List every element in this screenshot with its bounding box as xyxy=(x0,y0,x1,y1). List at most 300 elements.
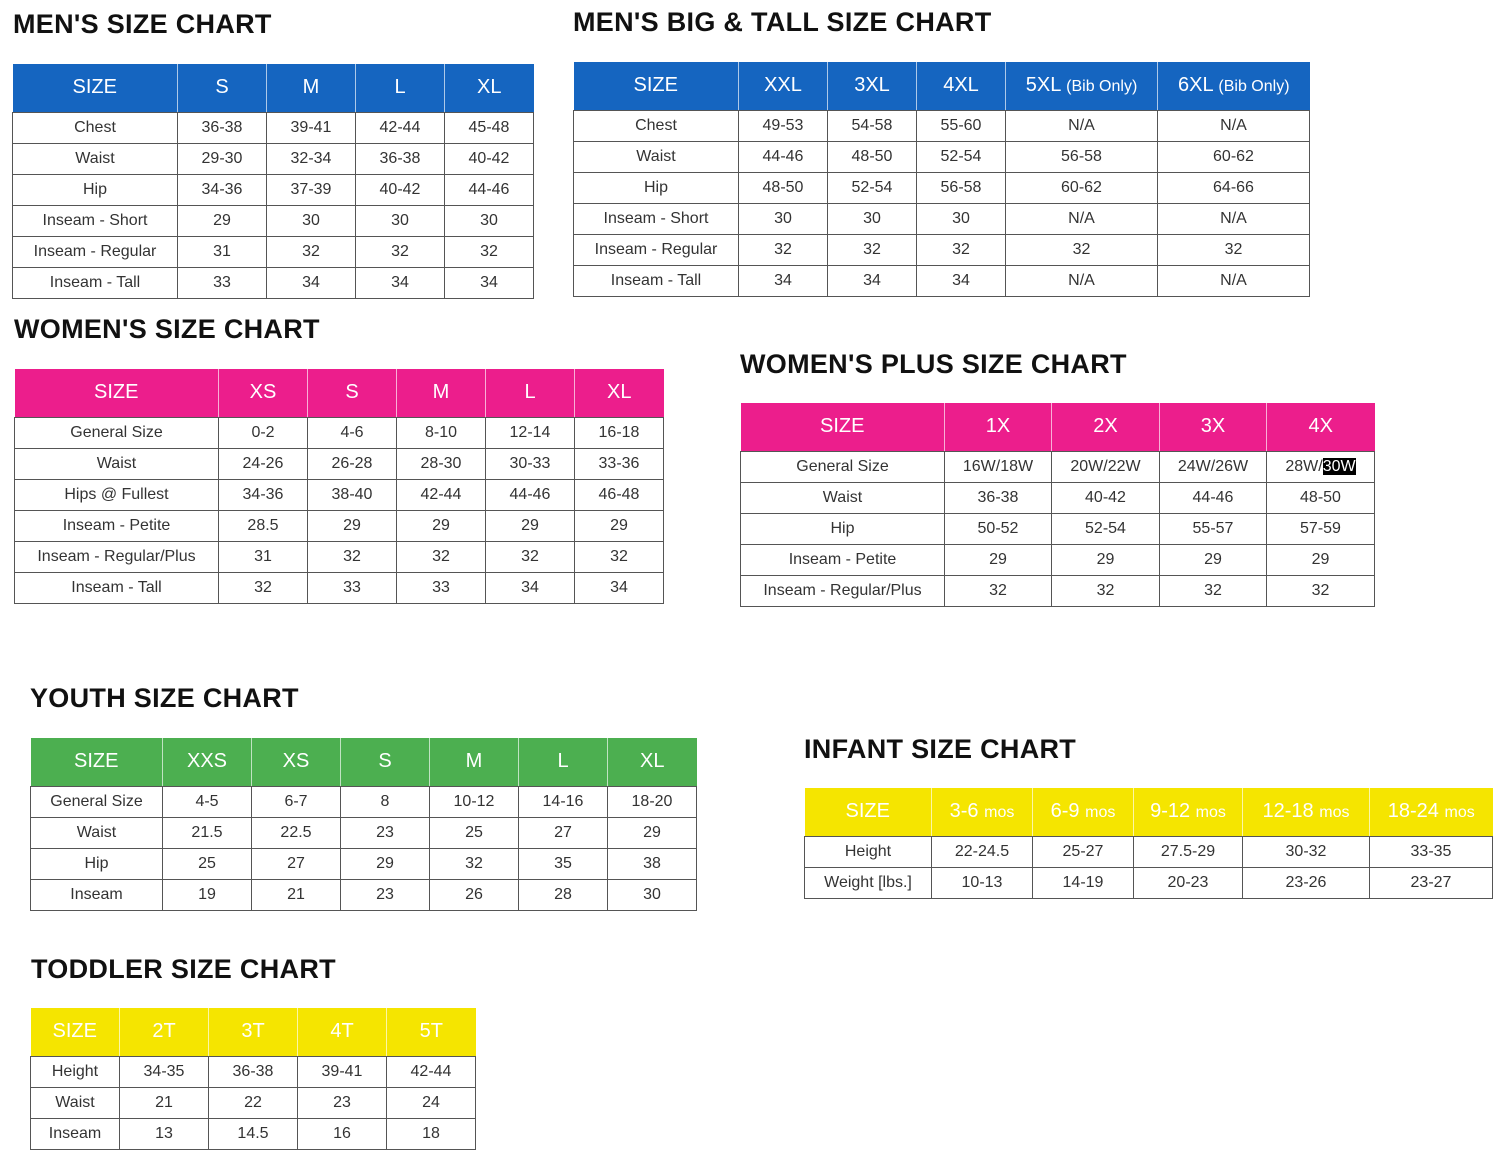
womens-plus-size-table xyxy=(740,403,1375,607)
table-cell: 42-44 xyxy=(397,479,486,510)
header-label: XL xyxy=(477,76,502,99)
table-cell: 48-50 xyxy=(739,172,828,203)
table-cell: 16 xyxy=(298,1118,387,1149)
table-cell: 25-27 xyxy=(1033,836,1134,867)
mens-size-xl xyxy=(445,64,534,112)
header-label: 4XL xyxy=(943,74,979,97)
table-row xyxy=(741,482,1375,513)
header-label: XL xyxy=(607,381,632,404)
table-cell: 24W/26W xyxy=(1160,451,1267,482)
header-label: M xyxy=(302,76,320,99)
row-label: Inseam - Regular xyxy=(13,236,178,267)
row-label: Inseam - Regular xyxy=(574,234,739,265)
table-cell: 34 xyxy=(356,267,445,298)
table-cell: 25 xyxy=(430,817,519,848)
header-label: XL xyxy=(640,750,665,773)
table-cell: 29 xyxy=(397,510,486,541)
table-row xyxy=(31,817,697,848)
table-cell: 21 xyxy=(252,879,341,910)
table-cell: 23 xyxy=(341,817,430,848)
table-cell: 23-26 xyxy=(1243,867,1370,898)
toddler-size-4t xyxy=(298,1008,387,1056)
womens-plus-chart-title: WOMEN'S PLUS SIZE CHART xyxy=(740,349,1127,379)
table-row xyxy=(31,1118,476,1149)
mens-big-tall-size-5xl xyxy=(1006,62,1158,110)
table-cell: 32 xyxy=(945,575,1052,606)
table-row xyxy=(574,234,1310,265)
table-cell: 37-39 xyxy=(267,174,356,205)
youth-size-l xyxy=(519,738,608,786)
table-cell: 30 xyxy=(267,205,356,236)
table-row xyxy=(805,836,1493,867)
table-cell: 6-7 xyxy=(252,786,341,817)
table-cell: 60-62 xyxy=(1158,141,1310,172)
table-cell: 32 xyxy=(1267,575,1375,606)
infant-size-table xyxy=(804,788,1493,899)
table-row xyxy=(741,544,1375,575)
table-cell: N/A xyxy=(1158,265,1310,296)
row-label: Inseam xyxy=(31,1118,120,1149)
womens-size-table xyxy=(14,369,664,604)
table-cell: 22 xyxy=(209,1087,298,1118)
table-row xyxy=(31,879,697,910)
toddler-size-2t xyxy=(120,1008,209,1056)
toddler-header-row xyxy=(31,1008,476,1056)
header-label: SIZE xyxy=(74,750,119,773)
table-cell: 30 xyxy=(739,203,828,234)
youth-size-header xyxy=(31,738,163,786)
womens-plus-size-4x xyxy=(1267,403,1375,451)
header-label: 4X xyxy=(1308,415,1333,438)
toddler-size-5t xyxy=(387,1008,476,1056)
mens-big-tall-size-3xl xyxy=(828,62,917,110)
table-row xyxy=(13,236,534,267)
infant-size-6-9 xyxy=(1033,788,1134,836)
header-label: M xyxy=(432,381,450,404)
table-cell: 60-62 xyxy=(1006,172,1158,203)
youth-chart-title: YOUTH SIZE CHART xyxy=(30,683,299,713)
row-label: Waist xyxy=(741,482,945,513)
table-row xyxy=(15,541,664,572)
table-cell: 38 xyxy=(608,848,697,879)
table-row xyxy=(805,867,1493,898)
table-cell: 28-30 xyxy=(397,448,486,479)
table-cell: 39-41 xyxy=(298,1056,387,1087)
table-cell: 27 xyxy=(252,848,341,879)
row-label: General Size xyxy=(741,451,945,482)
table-cell: 56-58 xyxy=(1006,141,1158,172)
header-note: mos xyxy=(1319,804,1350,822)
table-cell: 52-54 xyxy=(828,172,917,203)
table-cell: 32 xyxy=(1052,575,1160,606)
table-cell: 24-26 xyxy=(219,448,308,479)
table-cell: 14-16 xyxy=(519,786,608,817)
table-row xyxy=(13,143,534,174)
table-cell: 13 xyxy=(120,1118,209,1149)
table-cell: 54-58 xyxy=(828,110,917,141)
table-cell xyxy=(1267,451,1375,482)
table-cell: 30-32 xyxy=(1243,836,1370,867)
table-cell: 33 xyxy=(178,267,267,298)
table-row xyxy=(15,510,664,541)
mens-big-tall-size-4xl xyxy=(917,62,1006,110)
table-row xyxy=(741,575,1375,606)
mens-big-tall-chart-title: MEN'S BIG & TALL SIZE CHART xyxy=(573,7,992,37)
table-cell: 26 xyxy=(430,879,519,910)
table-cell: 34 xyxy=(267,267,356,298)
table-cell: 55-60 xyxy=(917,110,1006,141)
row-label: General Size xyxy=(31,786,163,817)
mens-big-tall-size-header xyxy=(574,62,739,110)
table-cell: 32 xyxy=(917,234,1006,265)
table-cell: 19 xyxy=(163,879,252,910)
table-cell: 22-24.5 xyxy=(932,836,1033,867)
mens-big-tall-size-6xl xyxy=(1158,62,1310,110)
table-cell: 25 xyxy=(163,848,252,879)
table-cell: 28.5 xyxy=(219,510,308,541)
header-label: SIZE xyxy=(52,1020,97,1043)
table-cell: 52-54 xyxy=(917,141,1006,172)
header-label: SIZE xyxy=(72,76,117,99)
header-label: L xyxy=(394,76,406,99)
toddler-chart-title: TODDLER SIZE CHART xyxy=(31,954,336,984)
youth-size-xs xyxy=(252,738,341,786)
table-cell: 4-5 xyxy=(163,786,252,817)
table-cell: 32 xyxy=(739,234,828,265)
header-label: S xyxy=(345,381,359,404)
header-label: 12-18 xyxy=(1262,800,1314,823)
table-cell: 33 xyxy=(308,572,397,603)
womens-size-xs xyxy=(219,369,308,417)
header-label: XS xyxy=(282,750,310,773)
table-cell: 14-19 xyxy=(1033,867,1134,898)
row-label: Inseam - Petite xyxy=(741,544,945,575)
womens-header-row xyxy=(15,369,664,417)
header-note: mos xyxy=(1195,804,1226,822)
table-cell: 36-38 xyxy=(945,482,1052,513)
table-cell: 52-54 xyxy=(1052,513,1160,544)
header-label: 2T xyxy=(152,1020,176,1043)
table-cell: 33 xyxy=(397,572,486,603)
womens-size-header xyxy=(15,369,219,417)
table-cell: N/A xyxy=(1158,110,1310,141)
cell-text: 28W/ xyxy=(1285,457,1323,475)
table-row xyxy=(15,448,664,479)
row-label: Inseam - Petite xyxy=(15,510,219,541)
table-row xyxy=(15,479,664,510)
table-cell: 27.5-29 xyxy=(1134,836,1243,867)
table-cell: 0-2 xyxy=(219,417,308,448)
table-cell: 29 xyxy=(178,205,267,236)
row-label: Inseam - Short xyxy=(574,203,739,234)
table-cell: 36-38 xyxy=(209,1056,298,1087)
table-cell: 49-53 xyxy=(739,110,828,141)
womens-plus-size-3x xyxy=(1160,403,1267,451)
table-cell: 36-38 xyxy=(178,112,267,143)
table-cell: 27 xyxy=(519,817,608,848)
row-label: Weight [lbs.] xyxy=(805,867,932,898)
row-label: Inseam xyxy=(31,879,163,910)
table-cell: 31 xyxy=(178,236,267,267)
womens-size-s xyxy=(308,369,397,417)
table-cell: 64-66 xyxy=(1158,172,1310,203)
header-note: (Bib Only) xyxy=(1066,78,1138,96)
infant-size-12-18 xyxy=(1243,788,1370,836)
womens-chart-title: WOMEN'S SIZE CHART xyxy=(14,314,320,344)
table-cell: 22.5 xyxy=(252,817,341,848)
table-cell: 50-52 xyxy=(945,513,1052,544)
header-label: L xyxy=(557,750,569,773)
table-cell: 34 xyxy=(739,265,828,296)
table-cell: N/A xyxy=(1006,265,1158,296)
table-row xyxy=(574,141,1310,172)
row-label: Chest xyxy=(574,110,739,141)
table-cell: 32 xyxy=(1158,234,1310,265)
infant-size-3-6 xyxy=(932,788,1033,836)
row-label: Inseam - Tall xyxy=(13,267,178,298)
row-label: Waist xyxy=(13,143,178,174)
table-row xyxy=(31,1056,476,1087)
row-label: General Size xyxy=(15,417,219,448)
table-cell: 29 xyxy=(341,848,430,879)
mens-big-tall-size-table xyxy=(573,62,1310,297)
row-label: Hip xyxy=(13,174,178,205)
table-cell: 34 xyxy=(575,572,664,603)
table-cell: 48-50 xyxy=(1267,482,1375,513)
table-cell: 23 xyxy=(298,1087,387,1118)
row-label: Waist xyxy=(15,448,219,479)
table-cell: 33-36 xyxy=(575,448,664,479)
header-label: SIZE xyxy=(820,415,865,438)
table-row xyxy=(15,572,664,603)
header-note: mos xyxy=(1444,804,1475,822)
table-row xyxy=(574,172,1310,203)
table-row xyxy=(741,451,1375,482)
header-label: SIZE xyxy=(94,381,139,404)
table-cell: 30 xyxy=(608,879,697,910)
table-cell: 35 xyxy=(519,848,608,879)
table-cell: 33-35 xyxy=(1370,836,1493,867)
header-note: mos xyxy=(1085,804,1116,822)
row-label: Inseam - Regular/Plus xyxy=(741,575,945,606)
table-cell: 32 xyxy=(430,848,519,879)
table-cell: 32-34 xyxy=(267,143,356,174)
header-label: 6XL xyxy=(1177,74,1213,97)
infant-size-18-24 xyxy=(1370,788,1493,836)
header-note: (Bib Only) xyxy=(1218,78,1290,96)
header-label: XXS xyxy=(186,750,228,773)
table-cell: 38-40 xyxy=(308,479,397,510)
table-cell: 32 xyxy=(219,572,308,603)
table-cell: 42-44 xyxy=(387,1056,476,1087)
table-cell: 29 xyxy=(308,510,397,541)
womens-plus-size-1x xyxy=(945,403,1052,451)
header-label: 2X xyxy=(1093,415,1118,438)
table-row xyxy=(31,1087,476,1118)
table-cell: 30-33 xyxy=(486,448,575,479)
row-label: Inseam - Tall xyxy=(574,265,739,296)
table-cell: 4-6 xyxy=(308,417,397,448)
table-cell: 10-12 xyxy=(430,786,519,817)
row-label: Inseam - Tall xyxy=(15,572,219,603)
table-cell: 21 xyxy=(120,1087,209,1118)
table-cell: 29 xyxy=(608,817,697,848)
table-cell: 30 xyxy=(356,205,445,236)
youth-size-xxs xyxy=(163,738,252,786)
table-cell: 14.5 xyxy=(209,1118,298,1149)
table-cell: 32 xyxy=(1160,575,1267,606)
mens-header-row xyxy=(13,64,534,112)
table-cell: N/A xyxy=(1158,203,1310,234)
header-label: 9-12 xyxy=(1150,800,1191,823)
youth-header-row xyxy=(31,738,697,786)
table-cell: 16W/18W xyxy=(945,451,1052,482)
infant-size-9-12 xyxy=(1134,788,1243,836)
header-label: SIZE xyxy=(633,74,678,97)
womens-plus-size-header xyxy=(741,403,945,451)
table-cell: 48-50 xyxy=(828,141,917,172)
table-cell: 34 xyxy=(917,265,1006,296)
table-cell: 32 xyxy=(486,541,575,572)
row-label: Waist xyxy=(31,1087,120,1118)
table-row xyxy=(15,417,664,448)
table-cell: 24 xyxy=(387,1087,476,1118)
table-row xyxy=(13,112,534,143)
header-label: 5XL xyxy=(1025,74,1061,97)
mens-size-header xyxy=(13,64,178,112)
womens-size-m xyxy=(397,369,486,417)
table-cell: 34 xyxy=(445,267,534,298)
table-cell: 23-27 xyxy=(1370,867,1493,898)
table-cell: 10-13 xyxy=(932,867,1033,898)
table-cell: 40-42 xyxy=(445,143,534,174)
header-label: XXL xyxy=(764,74,802,97)
header-label: 3X xyxy=(1200,415,1226,438)
table-cell: 18 xyxy=(387,1118,476,1149)
table-cell: 32 xyxy=(828,234,917,265)
mens-big-tall-header-row xyxy=(574,62,1310,110)
table-cell: 46-48 xyxy=(575,479,664,510)
youth-size-s xyxy=(341,738,430,786)
table-cell: 34-36 xyxy=(178,174,267,205)
mens-size-table xyxy=(12,64,534,299)
table-row xyxy=(31,786,697,817)
mens-size-m xyxy=(267,64,356,112)
womens-plus-header-row xyxy=(741,403,1375,451)
table-cell: 26-28 xyxy=(308,448,397,479)
infant-header-row xyxy=(805,788,1493,836)
table-row xyxy=(13,205,534,236)
table-cell: 55-57 xyxy=(1160,513,1267,544)
table-cell: 34-35 xyxy=(120,1056,209,1087)
youth-size-xl xyxy=(608,738,697,786)
table-cell: 29 xyxy=(1160,544,1267,575)
table-cell: N/A xyxy=(1006,203,1158,234)
table-row xyxy=(574,265,1310,296)
row-label: Hips @ Fullest xyxy=(15,479,219,510)
table-cell: 34-36 xyxy=(219,479,308,510)
table-cell: 30 xyxy=(828,203,917,234)
table-cell: 28 xyxy=(519,879,608,910)
table-cell: 12-14 xyxy=(486,417,575,448)
youth-size-m xyxy=(430,738,519,786)
toddler-size-3t xyxy=(209,1008,298,1056)
header-label: 3XL xyxy=(854,74,890,97)
row-label: Hip xyxy=(31,848,163,879)
header-label: 6-9 xyxy=(1050,800,1080,823)
row-label: Height xyxy=(31,1056,120,1087)
header-label: 3T xyxy=(241,1020,265,1043)
table-cell: 29 xyxy=(1052,544,1160,575)
table-cell: 8-10 xyxy=(397,417,486,448)
mens-chart-title: MEN'S SIZE CHART xyxy=(13,9,272,39)
table-cell: 32 xyxy=(356,236,445,267)
table-cell: 20-23 xyxy=(1134,867,1243,898)
table-row xyxy=(574,110,1310,141)
table-cell: 32 xyxy=(445,236,534,267)
table-cell: 45-48 xyxy=(445,112,534,143)
table-row xyxy=(13,267,534,298)
table-cell: 34 xyxy=(828,265,917,296)
row-label: Chest xyxy=(13,112,178,143)
table-row xyxy=(741,513,1375,544)
table-row xyxy=(574,203,1310,234)
table-cell: 20W/22W xyxy=(1052,451,1160,482)
table-cell: 39-41 xyxy=(267,112,356,143)
womens-plus-size-2x xyxy=(1052,403,1160,451)
mens-big-tall-size-xxl xyxy=(739,62,828,110)
mens-size-s xyxy=(178,64,267,112)
table-cell: 36-38 xyxy=(356,143,445,174)
row-label: Waist xyxy=(574,141,739,172)
table-cell: 29-30 xyxy=(178,143,267,174)
table-cell: 8 xyxy=(341,786,430,817)
row-label: Waist xyxy=(31,817,163,848)
table-cell: 16-18 xyxy=(575,417,664,448)
header-label: M xyxy=(465,750,483,773)
table-cell: N/A xyxy=(1006,110,1158,141)
table-cell: 57-59 xyxy=(1267,513,1375,544)
table-cell: 29 xyxy=(575,510,664,541)
table-cell: 34 xyxy=(486,572,575,603)
mens-size-l xyxy=(356,64,445,112)
header-label: L xyxy=(524,381,536,404)
header-label: SIZE xyxy=(845,800,890,823)
header-label: XS xyxy=(249,381,277,404)
table-cell: 40-42 xyxy=(356,174,445,205)
table-cell: 56-58 xyxy=(917,172,1006,203)
table-cell: 40-42 xyxy=(1052,482,1160,513)
row-label: Hip xyxy=(741,513,945,544)
header-label: 18-24 xyxy=(1387,800,1439,823)
header-label: 5T xyxy=(419,1020,443,1043)
table-cell: 44-46 xyxy=(1160,482,1267,513)
table-cell: 44-46 xyxy=(445,174,534,205)
row-label: Inseam - Short xyxy=(13,205,178,236)
table-cell: 31 xyxy=(219,541,308,572)
table-cell: 29 xyxy=(486,510,575,541)
table-cell: 29 xyxy=(1267,544,1375,575)
row-label: Inseam - Regular/Plus xyxy=(15,541,219,572)
header-note: mos xyxy=(984,804,1015,822)
table-row xyxy=(31,848,697,879)
youth-size-table xyxy=(30,738,697,911)
table-cell: 29 xyxy=(945,544,1052,575)
womens-size-l xyxy=(486,369,575,417)
infant-size-header xyxy=(805,788,932,836)
header-label: 1X xyxy=(985,415,1011,438)
table-cell: 30 xyxy=(917,203,1006,234)
